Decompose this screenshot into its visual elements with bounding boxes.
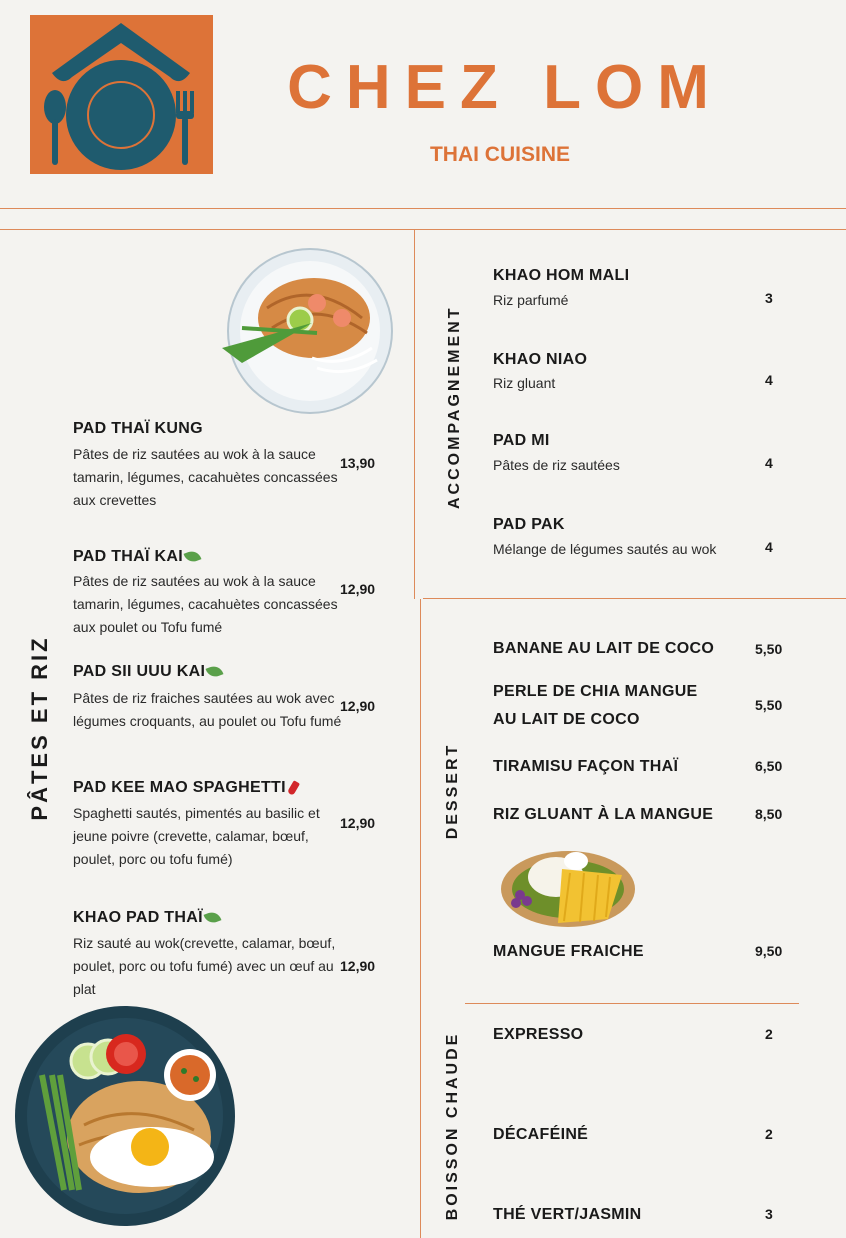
side-dish-price: 4	[765, 455, 773, 471]
fried-rice-plate-icon	[14, 1005, 236, 1232]
restaurant-logo-icon	[30, 15, 213, 174]
dessert-name-line2: AU LAIT DE COCO	[493, 711, 640, 728]
drink-name: EXPRESSO	[493, 1026, 584, 1043]
side-dish-price: 4	[765, 372, 773, 388]
side-dish-description: Mélange de légumes sautés au wok	[493, 541, 717, 557]
drink-name: THÉ VERT/JASMIN	[493, 1206, 642, 1223]
dish-price: 12,90	[340, 958, 376, 974]
drink-name: DÉCAFÉINÉ	[493, 1126, 589, 1143]
dessert-price: 5,50	[755, 641, 783, 657]
dessert-divider	[465, 1003, 799, 1004]
dessert-name: BANANE AU LAIT DE COCO	[493, 640, 715, 657]
dish-name: PAD KEE MAO SPAGHETTI	[73, 779, 297, 797]
chili-icon	[287, 780, 300, 796]
mango-sticky-rice-icon	[500, 845, 636, 934]
section-title-dessert: DESSERT	[444, 742, 461, 840]
side-dish-description: Riz gluant	[493, 375, 556, 391]
leaf-icon	[184, 549, 202, 564]
dish-description: Pâtes de riz sautées au wok à la sauce tamarin, légumes, cacahuètes concassées aux poulet ou Tofu fumé	[73, 573, 338, 635]
dish-name: PAD THAÏ KAI	[73, 548, 200, 566]
drink-price: 3	[765, 1206, 773, 1222]
restaurant-tagline: THAI CUISINE	[429, 143, 570, 166]
dish-name: KHAO PAD THAÏ	[73, 909, 220, 927]
leaf-icon	[203, 910, 221, 925]
side-dish-price: 4	[765, 539, 773, 555]
dessert-name: PERLE DE CHIA MANGUE	[493, 683, 698, 700]
dish-price: 12,90	[340, 815, 376, 831]
side-dish-description: Pâtes de riz sautées	[493, 457, 620, 473]
header-divider-top	[0, 208, 846, 209]
dessert-name: RIZ GLUANT À LA MANGUE	[493, 806, 714, 823]
dish-price: 12,90	[340, 698, 376, 714]
dish-name: PAD THAÏ KUNG	[73, 420, 203, 437]
restaurant-name: CHEZ LOM	[287, 53, 723, 122]
pad-thai-plate-icon	[222, 248, 398, 419]
dish-description: Pâtes de riz fraiches sautées au wok avec légumes croquants, au poulet ou Tofu fumé	[73, 690, 342, 729]
section-title-pates: PÂTES ET RIZ	[27, 635, 52, 821]
dish-price: 13,90	[340, 455, 376, 471]
section-title-boisson: BOISSON CHAUDE	[444, 1031, 461, 1221]
dessert-price: 8,50	[755, 806, 783, 822]
drink-price: 2	[765, 1026, 773, 1042]
side-dish-name: PAD MI	[493, 432, 550, 449]
dessert-name: TIRAMISU FAÇON THAÏ	[493, 758, 679, 775]
side-dish-description: Riz parfumé	[493, 292, 569, 308]
side-dish-price: 3	[765, 290, 773, 306]
dish-description: Riz sauté au wok(crevette, calamar, bœuf, poulet, porc ou tofu fumé) avec un œuf au plat	[73, 935, 336, 997]
header-divider-bottom	[0, 229, 846, 230]
dessert-price: 5,50	[755, 697, 783, 713]
side-dish-name: KHAO NIAO	[493, 351, 588, 368]
dish-price: 12,90	[340, 581, 376, 597]
dessert-price: 9,50	[755, 943, 783, 959]
dish-description: Pâtes de riz sautées au wok à la sauce tamarin, légumes, cacahuètes concassées aux crevettes	[73, 446, 338, 508]
accompagnement-divider	[423, 598, 846, 599]
column-divider-left-bottom	[420, 599, 421, 1238]
leaf-icon	[206, 664, 224, 679]
side-dish-name: KHAO HOM MALI	[493, 267, 630, 284]
dessert-price: 6,50	[755, 758, 783, 774]
drink-price: 2	[765, 1126, 773, 1142]
dessert-name: MANGUE FRAICHE	[493, 943, 644, 960]
dish-description: Spaghetti sautés, pimentés au basilic et jeune poivre (crevette, calamar, bœuf, poulet, porc ou tofu fumé)	[73, 805, 320, 867]
section-title-accompagnement: ACCOMPAGNEMENT	[446, 305, 463, 509]
side-dish-name: PAD PAK	[493, 516, 565, 533]
dish-name: PAD SII UUU KAI	[73, 663, 222, 681]
column-divider-left-top	[414, 229, 415, 599]
